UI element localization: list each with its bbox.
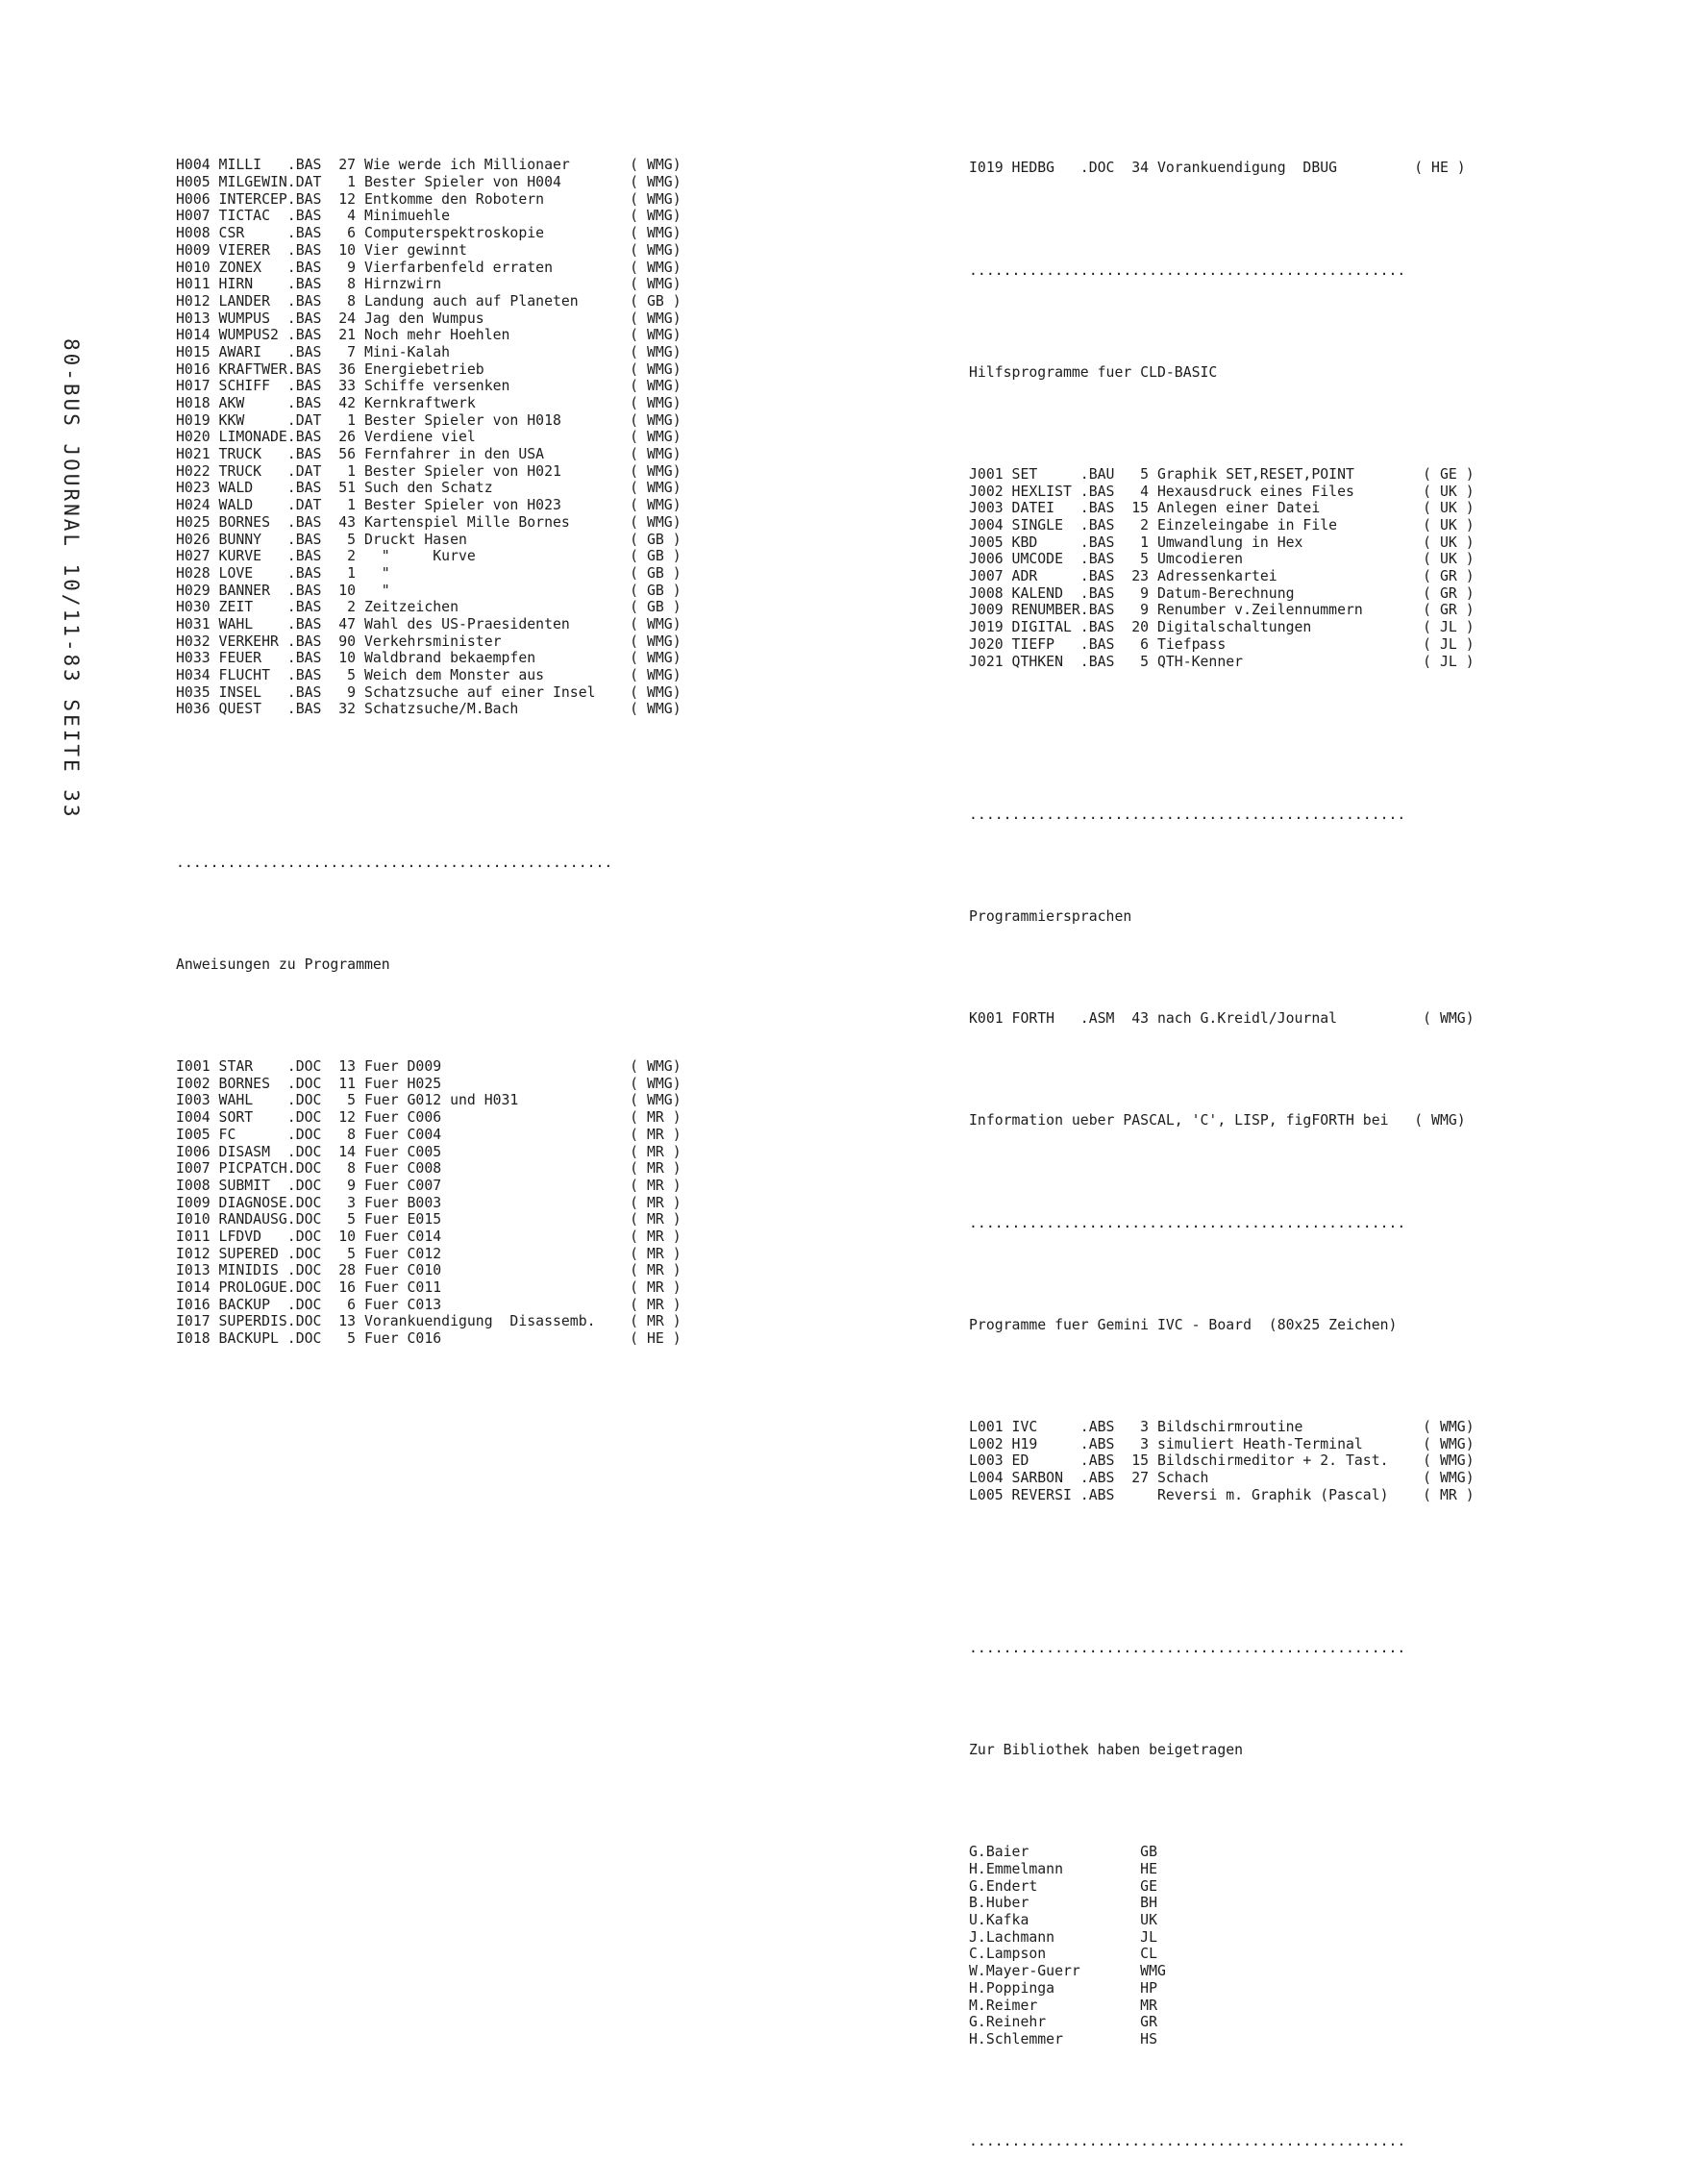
separator: ................................................... xyxy=(969,806,1406,823)
program-list-h xyxy=(176,157,682,718)
list-item: K001 FORTH .ASM 43 nach G.Kreidl/Journal ( WMG) xyxy=(969,1010,1475,1028)
list-item: J007 ADR .BAS 23 Adressenkartei ( GR ) xyxy=(969,568,1475,585)
list-item: H019 KKW .DAT 1 Bester Spieler von H018 ( WMG) xyxy=(176,411,682,429)
list-item: H021 TRUCK .BAS 56 Fernfahrer in den USA ( WMG) xyxy=(176,446,682,463)
list-item: I011 LFDVD .DOC 10 Fuer C014 ( MR ) xyxy=(176,1228,682,1245)
list-item: J020 TIEFP .BAS 6 Tiefpass ( JL ) xyxy=(969,635,1475,653)
list-item: I007 PICPATCH.DOC 8 Fuer C008 ( MR ) xyxy=(176,1160,682,1178)
separator: ................................................... xyxy=(969,1639,1406,1656)
list-item: H011 HIRN .BAS 8 Hirnzwirn ( WMG) xyxy=(176,276,682,293)
contributor-item: G.Baier GB xyxy=(969,1844,1157,1861)
list-item: H006 INTERCEP.BAS 12 Entkomme den Robotern ( WMG) xyxy=(176,190,682,208)
list-item: H030 ZEIT .BAS 2 Zeitzeichen ( GB ) xyxy=(176,599,682,616)
contributor-item: W.Mayer-Guerr WMG xyxy=(969,1963,1166,1980)
list-item: I014 PROLOGUE.DOC 16 Fuer C011 ( MR ) xyxy=(176,1279,682,1296)
list-item: H023 WALD .BAS 51 Such den Schatz ( WMG) xyxy=(176,480,682,497)
list-item: H035 INSEL .BAS 9 Schatzsuche auf einer Insel ( WMG) xyxy=(176,683,682,701)
section-heading: Hilfsprogramme fuer CLD-BASIC xyxy=(969,363,1218,381)
list-item: H026 BUNNY .BAS 5 Druckt Hasen ( GB ) xyxy=(176,531,682,548)
list-item: I002 BORNES .DOC 11 Fuer H025 ( WMG) xyxy=(176,1075,682,1092)
list-item: H004 MILLI .BAS 27 Wie werde ich Millionaer ( WMG) xyxy=(176,157,682,174)
list-item: I016 BACKUP .DOC 6 Fuer C013 ( MR ) xyxy=(176,1296,682,1313)
separator: ................................................... xyxy=(969,2133,1406,2150)
contributor-item: B.Huber BH xyxy=(969,1895,1157,1912)
section-heading: Programmiersprachen xyxy=(969,908,1132,925)
list-item: H022 TRUCK .DAT 1 Bester Spieler von H021 ( WMG) xyxy=(176,462,682,480)
contributor-item: C.Lampson CL xyxy=(969,1946,1157,1963)
list-item: J009 RENUMBER.BAS 9 Renumber v.Zeilennummern ( GR ) xyxy=(969,602,1475,619)
list-item: J002 HEXLIST .BAS 4 Hexausdruck eines Files ( UK ) xyxy=(969,483,1475,500)
contributor-item: G.Reinehr GR xyxy=(969,2014,1157,2031)
list-item: J001 SET .BAU 5 Graphik SET,RESET,POINT ( GE ) xyxy=(969,465,1475,483)
list-item: I006 DISASM .DOC 14 Fuer C005 ( MR ) xyxy=(176,1143,682,1160)
list-item: H018 AKW .BAS 42 Kernkraftwerk ( WMG) xyxy=(176,395,682,412)
separator: ................................................... xyxy=(176,854,613,871)
list-item: I013 MINIDIS .DOC 28 Fuer C010 ( MR ) xyxy=(176,1262,682,1279)
list-item: I017 SUPERDIS.DOC 13 Vorankuendigung Disassemb. ( MR ) xyxy=(176,1313,682,1330)
contributor-item: H.Schlemmer HS xyxy=(969,2030,1157,2048)
list-item: H032 VERKEHR .BAS 90 Verkehrsminister ( WMG) xyxy=(176,633,682,650)
list-item: I012 SUPERED .DOC 5 Fuer C012 ( MR ) xyxy=(176,1245,682,1262)
program-list-j xyxy=(969,466,1475,670)
list-item: H016 KRAFTWER.BAS 36 Energiebetrieb ( WMG) xyxy=(176,360,682,378)
section-heading: Anweisungen zu Programmen xyxy=(176,956,390,973)
contributor-item: G.Endert GE xyxy=(969,1877,1157,1895)
list-item: L002 H19 .ABS 3 simuliert Heath-Terminal ( WMG) xyxy=(969,1435,1475,1452)
contributor-item: M.Reimer MR xyxy=(969,1997,1157,2014)
list-item: H024 WALD .DAT 1 Bester Spieler von H023 ( WMG) xyxy=(176,497,682,514)
contributor-item: H.Emmelmann HE xyxy=(969,1861,1157,1878)
list-item: H008 CSR .BAS 6 Computerspektroskopie ( WMG) xyxy=(176,225,682,242)
list-item: H013 WUMPUS .BAS 24 Jag den Wumpus ( WMG) xyxy=(176,310,682,327)
list-item: H025 BORNES .BAS 43 Kartenspiel Mille Bornes ( WMG) xyxy=(176,513,682,531)
list-item: H005 MILGEWIN.DAT 1 Bester Spieler von H004 ( WMG) xyxy=(176,174,682,191)
section-heading: Zur Bibliothek haben beigetragen xyxy=(969,1742,1244,1759)
list-item: H033 FEUER .BAS 10 Waldbrand bekaempfen ( WMG) xyxy=(176,650,682,667)
list-item: H014 WUMPUS2 .BAS 21 Noch mehr Hoehlen ( WMG) xyxy=(176,327,682,344)
list-item: I005 FC .DOC 8 Fuer C004 ( MR ) xyxy=(176,1126,682,1143)
list-item: I008 SUBMIT .DOC 9 Fuer C007 ( MR ) xyxy=(176,1177,682,1194)
list-item: I001 STAR .DOC 13 Fuer D009 ( WMG) xyxy=(176,1058,682,1076)
program-list-i xyxy=(176,1058,682,1348)
separator: ................................................... xyxy=(969,261,1406,279)
list-item: H017 SCHIFF .BAS 33 Schiffe versenken ( WMG) xyxy=(176,378,682,395)
list-item: J005 KBD .BAS 1 Umwandlung in Hex ( UK ) xyxy=(969,534,1475,551)
contributor-item: H.Poppinga HP xyxy=(969,1979,1157,1997)
list-item: L001 IVC .ABS 3 Bildschirmroutine ( WMG) xyxy=(969,1418,1475,1435)
list-item: I019 HEDBG .DOC 34 Vorankuendigung DBUG ( HE ) xyxy=(969,160,1466,177)
list-item: H012 LANDER .BAS 8 Landung auch auf Planeten ( GB ) xyxy=(176,292,682,310)
list-item: H010 ZONEX .BAS 9 Vierfarbenfeld erraten ( WMG) xyxy=(176,259,682,276)
separator: ................................................... xyxy=(969,1214,1406,1231)
list-item: I010 RANDAUSG.DOC 5 Fuer E015 ( MR ) xyxy=(176,1211,682,1228)
list-item: J021 QTHKEN .BAS 5 QTH-Kenner ( JL ) xyxy=(969,653,1475,670)
section-heading: Programme fuer Gemini IVC - Board (80x25 Zeichen) xyxy=(969,1316,1398,1333)
contributor-list xyxy=(969,1844,1475,2048)
list-item: I004 SORT .DOC 12 Fuer C006 ( MR ) xyxy=(176,1109,682,1127)
list-item: H031 WAHL .BAS 47 Wahl des US-Praesidenten ( WMG) xyxy=(176,615,682,633)
list-item: H034 FLUCHT .BAS 5 Weich dem Monster aus ( WMG) xyxy=(176,667,682,684)
list-item: H027 KURVE .BAS 2 " Kurve ( GB ) xyxy=(176,548,682,565)
list-item: H009 VIERER .BAS 10 Vier gewinnt ( WMG) xyxy=(176,241,682,259)
list-item: L004 SARBON .ABS 27 Schach ( WMG) xyxy=(969,1470,1475,1486)
list-item: J019 DIGITAL .BAS 20 Digitalschaltungen ( JL ) xyxy=(969,619,1475,636)
list-item: H029 BANNER .BAS 10 " ( GB ) xyxy=(176,582,682,599)
list-item: L003 ED .ABS 15 Bildschirmeditor + 2. Tast. ( WMG) xyxy=(969,1452,1475,1470)
list-item: I003 WAHL .DOC 5 Fuer G012 und H031 ( WMG) xyxy=(176,1092,682,1109)
list-item: L005 REVERSI .ABS Reversi m. Graphik (Pascal) ( MR ) xyxy=(969,1486,1475,1503)
left-column xyxy=(176,123,682,1381)
right-column xyxy=(969,126,1475,2184)
list-item: J003 DATEI .BAS 15 Anlegen einer Datei ( UK ) xyxy=(969,500,1475,517)
journal-side-title: 80-BUS JOURNAL 10/11-83 SEITE 33 xyxy=(60,338,83,820)
list-item: J006 UMCODE .BAS 5 Umcodieren ( UK ) xyxy=(969,551,1475,568)
list-item: J008 KALEND .BAS 9 Datum-Berechnung ( GR ) xyxy=(969,584,1475,602)
contributor-item: U.Kafka UK xyxy=(969,1912,1157,1929)
contributor-item: J.Lachmann JL xyxy=(969,1928,1157,1946)
list-item: J004 SINGLE .BAS 2 Einzeleingabe in File ( UK ) xyxy=(969,517,1475,534)
program-list-l xyxy=(969,1419,1475,1503)
list-item: I009 DIAGNOSE.DOC 3 Fuer B003 ( MR ) xyxy=(176,1194,682,1211)
list-item: H007 TICTAC .BAS 4 Minimuehle ( WMG) xyxy=(176,208,682,225)
list-item: I018 BACKUPL .DOC 5 Fuer C016 ( HE ) xyxy=(176,1330,682,1348)
list-item: H015 AWARI .BAS 7 Mini-Kalah ( WMG) xyxy=(176,343,682,360)
list-item: H020 LIMONADE.BAS 26 Verdiene viel ( WMG) xyxy=(176,429,682,446)
info-line: Information ueber PASCAL, 'C', LISP, figFORTH bei ( WMG) xyxy=(969,1112,1466,1129)
list-item: H036 QUEST .BAS 32 Schatzsuche/M.Bach ( WMG) xyxy=(176,701,682,718)
list-item: H028 LOVE .BAS 1 " ( GB ) xyxy=(176,564,682,582)
